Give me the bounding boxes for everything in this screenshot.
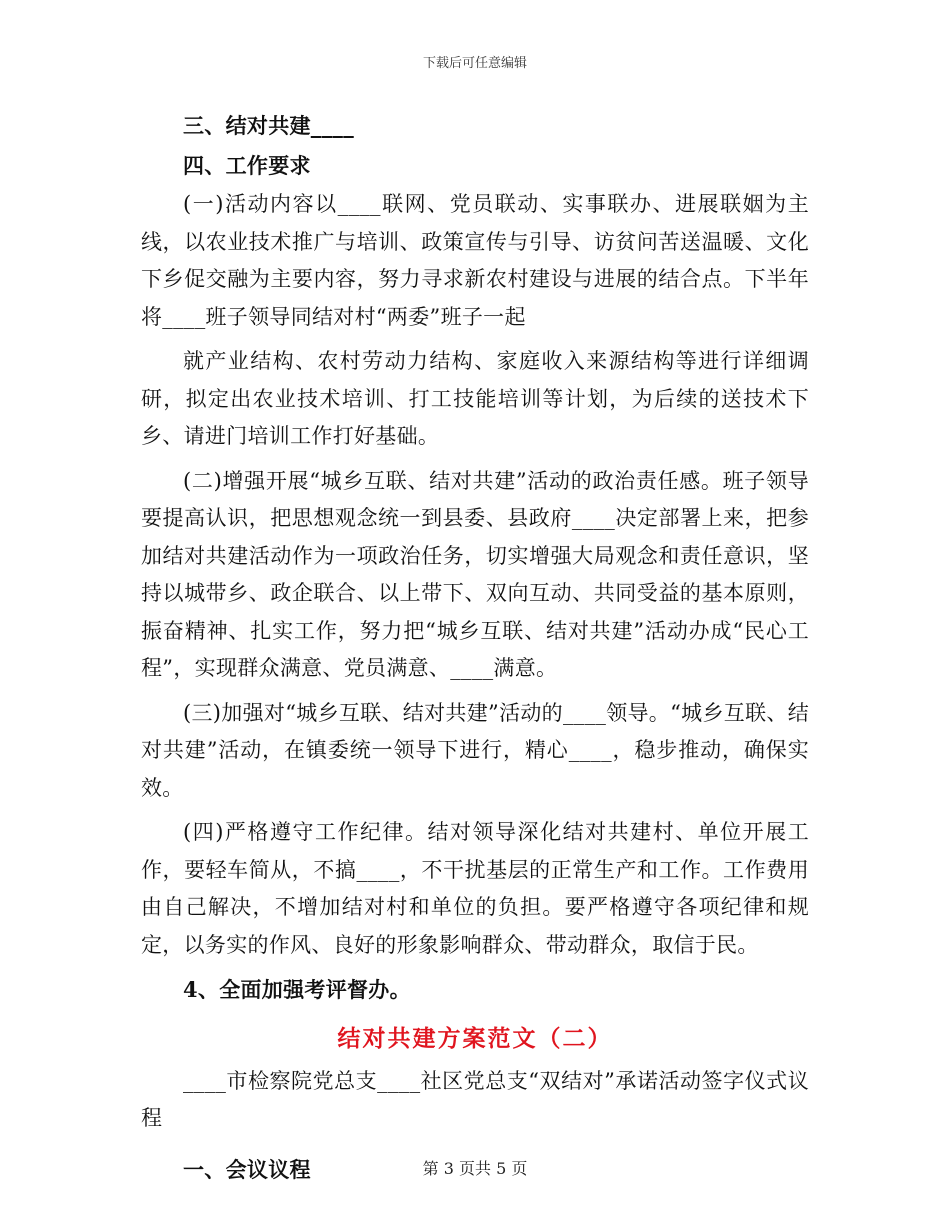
page-header: 下载后可任意编辑 xyxy=(422,56,527,71)
paragraph-ceremony-agenda: ____市检察院党总支____社区党总支“双结对”承诺活动签字仪式议程 xyxy=(141,1068,809,1130)
paragraph-requirement-3: (三)加强对“城乡互联、结对共建”活动的____领导。“城乡互联、结对共建”活动，在镇委统一领导下进行，精心____，稳步推动，确保实效。 xyxy=(141,700,809,800)
section-title: 结对共建方案范文（二） xyxy=(337,1025,613,1052)
document-body xyxy=(141,106,809,1190)
paragraph-requirement-2: (二)增强开展“城乡互联、结对共建”活动的政治责任感。班子领导要提高认识，把思想观念统一到县委、县政府____决定部署上来，把参加结对共建活动作为一项政治任务，切实增强大局观念和责任意识，坚持以城带乡、政企联合、以上带下、双向互动、共同受益的基本原则，振奋精神、扎实工作，努力把“城乡互联、结对共建”活动办成“民心工程”，实现群众满意、党员满意、____满意。 xyxy=(141,468,809,680)
page-footer: 第 3 页共 5 页 xyxy=(422,1159,528,1178)
paragraph-item-4: 4、全面加强考评督办。 xyxy=(183,977,411,1002)
heading-section-3: 三、结对共建____ xyxy=(183,114,354,138)
heading-meeting-agenda: 一、会议议程 xyxy=(183,1157,311,1182)
paragraph-requirement-1: (一)活动内容以____联网、党员联动、实事联办、进展联姻为主线，以农业技术推广与培训、政策宣传与引导、访贫问苦送温暖、文化下乡促交融为主要内容，努力寻求新农村建设与进展的结合点。下半年将____班子领导同结对村“两委”班子一起 xyxy=(141,192,809,329)
paragraph-requirement-4: (四)严格遵守工作纪律。结对领导深化结对共建村、单位开展工作，要轻车简从，不搞____，不干扰基层的正常生产和工作。工作费用由自己解决，不增加结对村和单位的负担。要严格遵守各项纪律和规定，以务实的作风、良好的形象影响群众、带动群众，取信于民。 xyxy=(141,820,809,957)
heading-section-4: 四、工作要求 xyxy=(183,154,311,178)
paragraph-requirement-1-cont: 就产业结构、农村劳动力结构、家庭收入来源结构等进行详细调研，拟定出农业技术培训、打工技能培训等计划，为后续的送技术下乡、请进门培训工作打好基础。 xyxy=(141,349,809,448)
